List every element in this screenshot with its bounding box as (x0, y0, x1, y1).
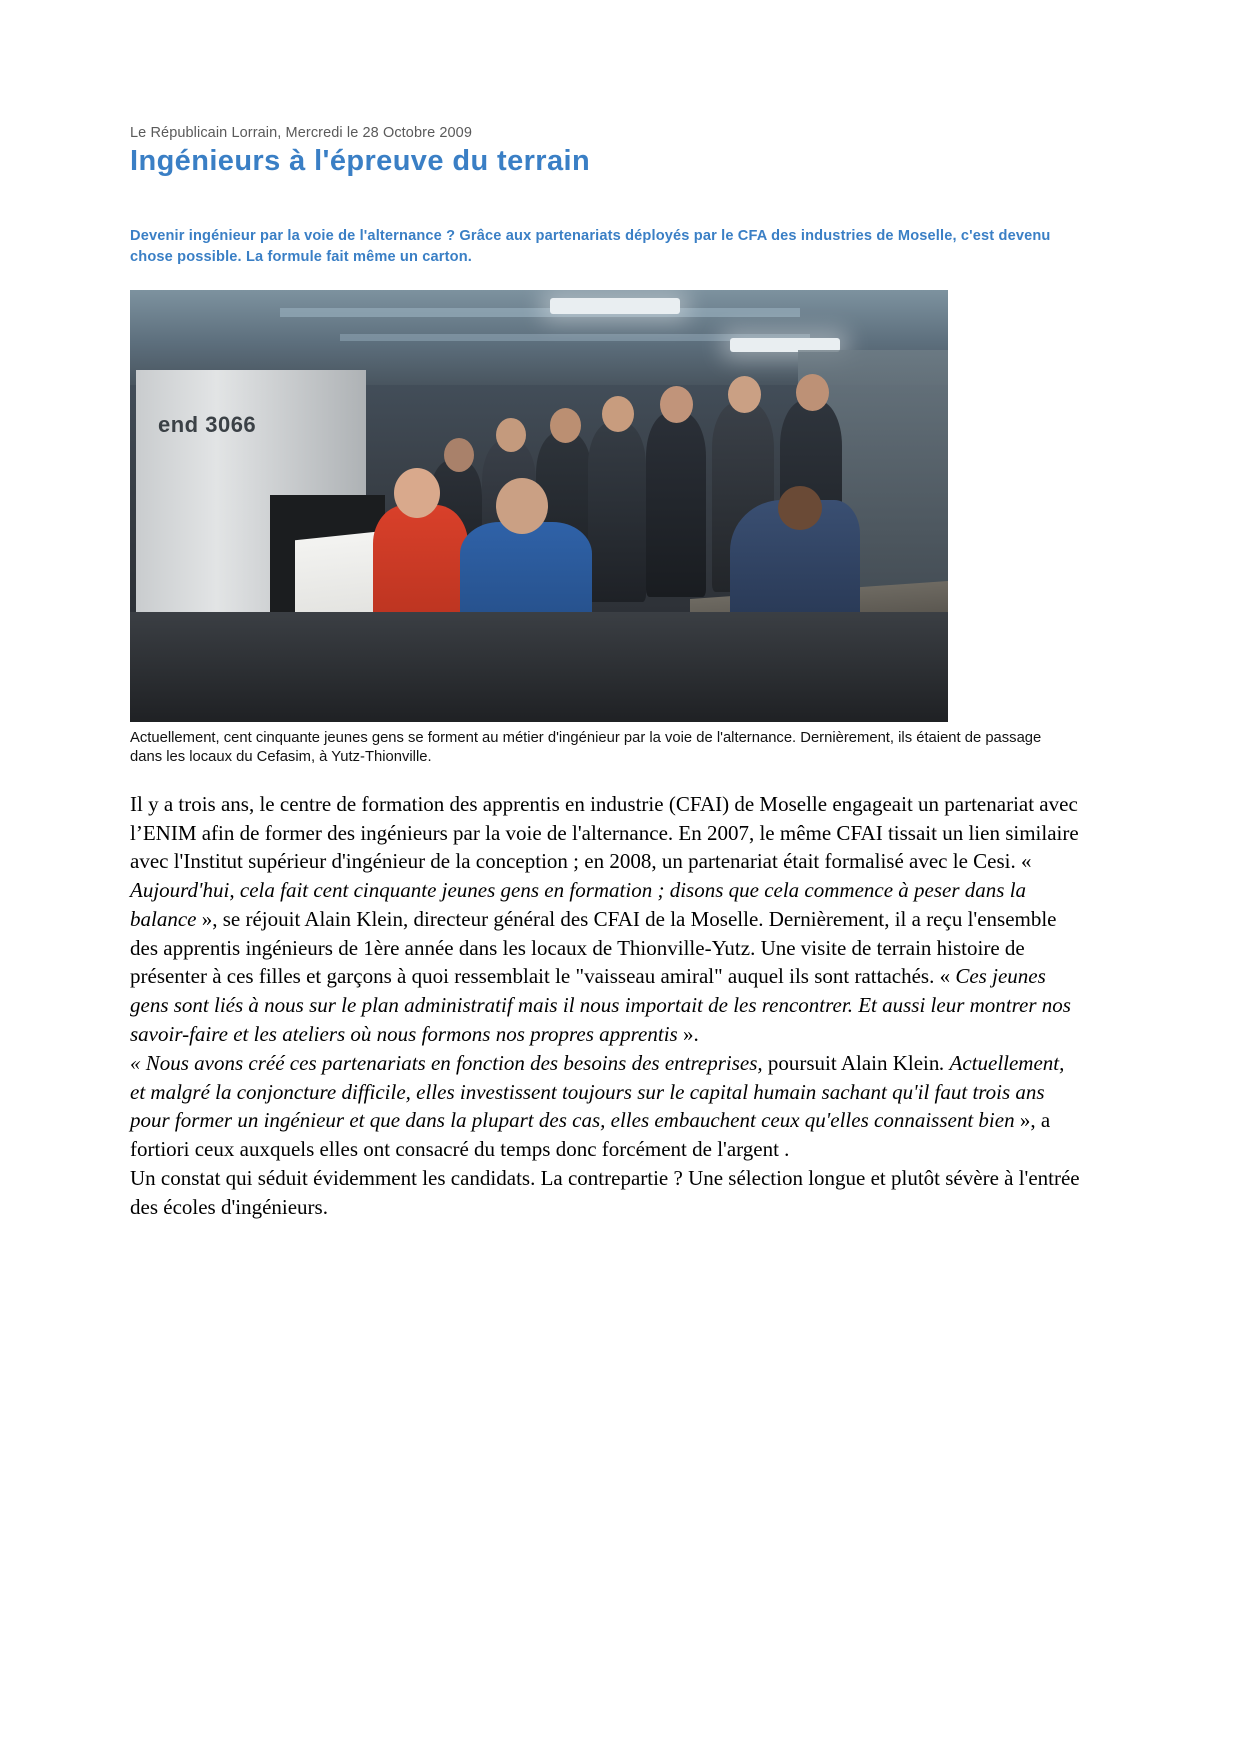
photo-person-head (796, 374, 829, 411)
article-body (130, 790, 1080, 1221)
photo-person-head (602, 396, 634, 432)
photo-person-head (550, 408, 581, 443)
photo-person (646, 412, 706, 597)
photo-machine-label: end 3066 (158, 411, 257, 437)
photo-person-head (444, 438, 474, 472)
photo-caption: Actuellement, cent cinquante jeunes gens se forment au métier d'ingénieur par la voie de l'alternance. Dernièrement, ils étaient de passage dans les locaux du Cefasim, à Yutz-Thionville. (130, 729, 1042, 766)
page-title: Ingénieurs à l'épreuve du terrain (130, 145, 591, 177)
photo-person-head (728, 376, 761, 413)
article-paragraph: Un constat qui séduit évidemment les candidats. La contrepartie ? Une sélection longue et plutôt sévère à l'entrée des écoles d'ingénieurs. (130, 1165, 1080, 1219)
photo-person-head (660, 386, 693, 423)
photo-ceiling-beam (280, 308, 800, 317)
source-line: Le Républicain Lorrain, Mercredi le 28 Octobre 2009 (130, 125, 473, 141)
paragraph-quote: Aujourd'hui, cela fait cent cinquante jeunes gens en formation ; disons que cela commence à peser dans la balance (130, 878, 1027, 931)
paragraph-quote: . Actuellement, et malgré la conjoncture difficile, elles investissent toujours sur le capital humain sachant qu'il faut trois ans pour former un ingénieur et que dans la plupart des cas, elles embauchent ceux qu'elles connaissent bien (130, 1050, 1065, 1133)
paragraph-text: Il y a trois ans, le centre de formation des apprentis en industrie (CFAI) de Moselle engageait un partenariat avec l’ENIM afin de former des ingénieurs par la voie de l'alternance. En 2007, le même CFAI tissait un lien similaire avec l'Institut supérieur d'ingénieur de la conception ; en 2008, un partenariat était formalisé avec le Cesi. « (130, 791, 1079, 874)
photo-lamp (550, 298, 680, 314)
paragraph-text: », a fortiori ceux auxquels elles ont consacré du temps donc forcément de l'argent . (130, 1108, 1051, 1162)
paragraph-text: poursuit Alain Klein (762, 1050, 940, 1075)
photo-person-head (394, 468, 440, 518)
paragraph-text: ». (677, 1021, 699, 1046)
photo-person-head (778, 486, 822, 530)
article-figure (130, 290, 1042, 768)
paragraph-quote: « Nous avons créé ces partenariats en fonction des besoins des entreprises, (130, 1050, 763, 1075)
photo-person (588, 422, 646, 602)
photo-person-head (496, 418, 526, 452)
photo-person-head (496, 478, 548, 534)
photo-floor (130, 612, 948, 722)
article-photo (130, 290, 948, 722)
paragraph-quote: Ces jeunes gens sont liés à nous sur le plan administratif mais il nous importait de les rencontrer. Et aussi leur montrer nos savoir-faire et les ateliers où nous formons nos propres apprentis (130, 964, 1071, 1046)
paragraph-text: », se réjouit Alain Klein, directeur général des CFAI de la Moselle. Dernièrement, il a reçu l'ensemble des apprentis ingénieurs de 1ère année dans les locaux de Thionville-Yutz. Une visite de terrain histoire de présenter à ces filles et garçons à quoi ressemblait le "vaisseau amiral" auquel ils sont rattachés. « (130, 906, 1057, 989)
article-paragraph (130, 1049, 1080, 1164)
article-container (130, 125, 1100, 1221)
article-paragraph (130, 790, 1080, 1049)
standfirst: Devenir ingénieur par la voie de l'alternance ? Grâce aux partenariats déployés par le CFA des industries de Moselle, c'est devenu chose possible. La formule fait même un carton. (130, 228, 1051, 266)
